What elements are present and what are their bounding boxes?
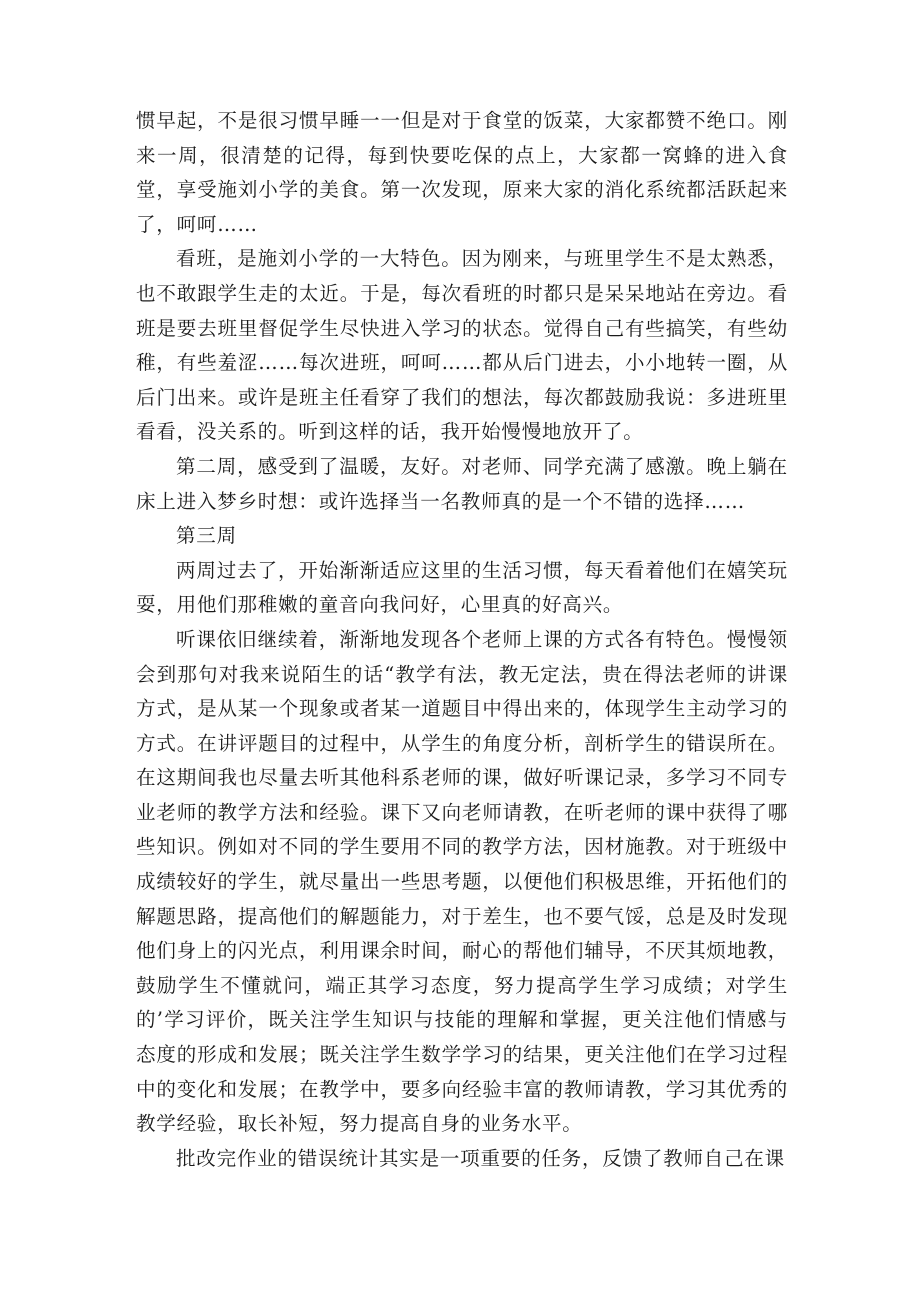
paragraph-1: 惯早起，不是很习惯早睡一一但是对于食堂的饭菜，大家都赞不绝口。刚来一周，很清楚的记得，每到快要吃保的点上，大家都一窝蜂的进入食堂，享受施刘小学的美食。第一次发现，原来大家的消化系统都活跃起来了，呵呵…… <box>136 109 788 236</box>
paragraph-4: 两周过去了，开始渐渐适应这里的生活习惯，每天看着他们在嬉笑玩耍，用他们那稚嫩的童音向我问好，心里真的好高兴。 <box>136 558 788 617</box>
document-body <box>136 104 788 1176</box>
paragraph-5: 听课依旧继续着，渐渐地发现各个老师上课的方式各有特色。慢慢领会到那句对我来说陌生的话“教学有法，教无定法，贵在得法老师的讲课方式，是从某一个现象或者某一道题目中得出来的，体现学生主动学习的方式。在讲评题目的过程中，从学生的角度分析，剖析学生的错误所在。在这期间我也尽量去听其他科系老师的课，做好听课记录，多学习不同专业老师的教学方法和经验。课下又向老师请教，在听老师的课中获得了哪些知识。例如对不同的学生要用不同的教学方法，因材施教。对于班级中成绩较好的学生，就尽量出一些思考题，以便他们积极思维，开拓他们的解题思路，提高他们的解题能力，对于差生，也不要气馁，总是及时发现他们身上的闪光点，利用课余时间，耐心的帮他们辅导，不厌其烦地教，鼓励学生不懂就问，端正其学习态度，努力提高学生学习成绩；对学生的’学习评价，既关注学生知识与技能的理解和掌握，更关注他们情感与态度的形成和发展；既关注学生数学学习的结果，更关注他们在学习过程中的变化和发展；在教学中，要多向经验丰富的教师请教，学习其优秀的教学经验，取长补短，努力提高自身的业务水平。 <box>136 627 788 1136</box>
paragraph-3: 第二周，感受到了温暖，友好。对老师、同学充满了感激。晚上躺在床上进入梦乡时想：或许选择当一名教师真的是一个不错的选择…… <box>136 454 788 513</box>
section-heading-week-3: 第三周 <box>175 524 237 548</box>
paragraph-2: 看班，是施刘小学的一大特色。因为刚来，与班里学生不是太熟悉，也不敢跟学生走的太近。于是，每次看班的时都只是呆呆地站在旁边。看班是要去班里督促学生尽快进入学习的状态。觉得自己有些搞笑，有些幼稚，有些羞涩……每次进班，呵呵……都从后门进去，小小地转一圈，从后门出来。或许是班主任看穿了我们的想法，每次都鼓励我说：多进班里看看，没关系的。听到这样的话，我开始慢慢地放开了。 <box>136 247 788 444</box>
paragraph-6: 批改完作业的错误统计其实是一项重要的任务，反馈了教师自己在课 <box>175 1146 785 1170</box>
